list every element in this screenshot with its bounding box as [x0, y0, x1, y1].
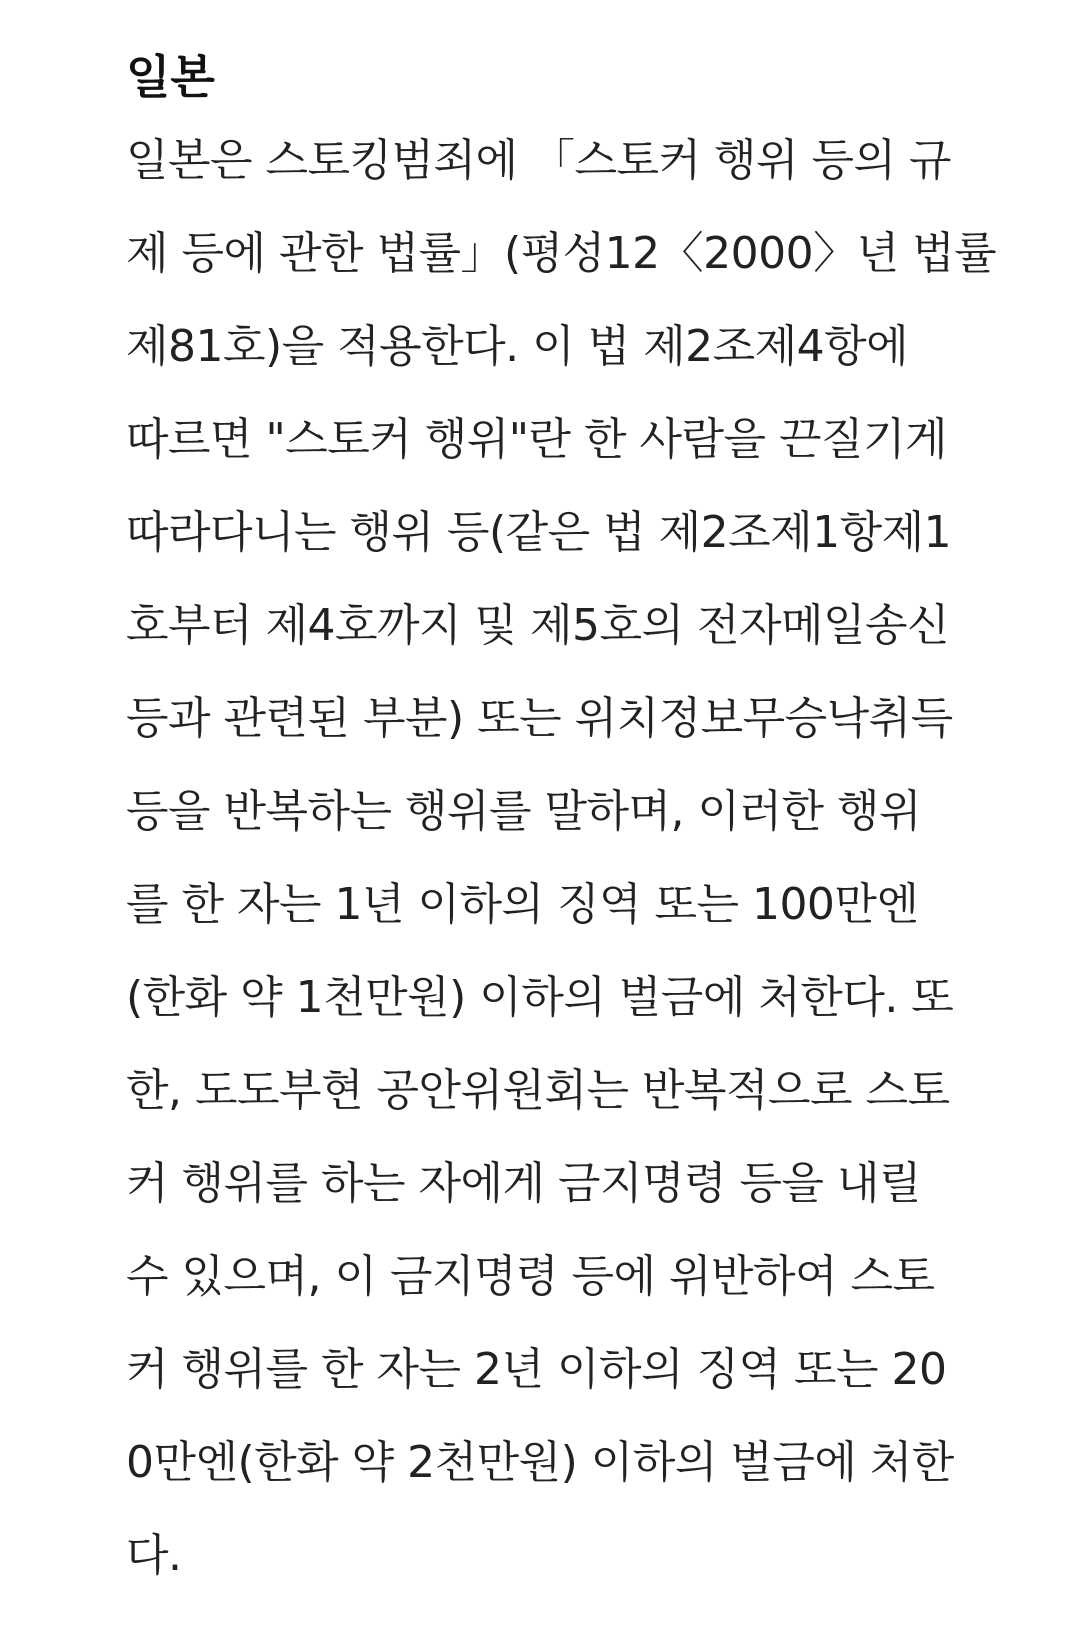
paragraph-line: (한화 약 1천만원) 이하의 벌금에 처한다. 또: [126, 972, 954, 1023]
article: [126, 36, 997, 1602]
paragraph-line: 호부터 제4호까지 및 제5호의 전자메일송신: [126, 600, 949, 651]
paragraph-line: 다.: [126, 1530, 182, 1581]
paragraph-line: 커 행위를 한 자는 2년 이하의 징역 또는 20: [126, 1344, 947, 1395]
paragraph-line: 제 등에 관한 법률」(평성12〈2000〉년 법률: [126, 228, 997, 279]
paragraph-line: 따라다니는 행위 등(같은 법 제2조제1항제1: [126, 507, 952, 558]
body-paragraph: [126, 114, 997, 1602]
paragraph-line: 제81호)을 적용한다. 이 법 제2조제4항에: [126, 321, 909, 372]
paragraph-line: 0만엔(한화 약 2천만원) 이하의 벌금에 처한: [126, 1437, 954, 1488]
section-heading: 일본: [126, 50, 215, 104]
paragraph-line: 커 행위를 하는 자에게 금지명령 등을 내릴: [126, 1158, 921, 1209]
paragraph-line: 수 있으며, 이 금지명령 등에 위반하여 스토: [126, 1251, 935, 1302]
paragraph-line: 한, 도도부현 공안위원회는 반복적으로 스토: [126, 1065, 950, 1116]
paragraph-line: 일본은 스토킹범죄에 「스토커 행위 등의 규: [126, 135, 951, 186]
paragraph-line: 등과 관련된 부분) 또는 위치정보무승낙취득: [126, 693, 953, 744]
paragraph-line: 따르면 "스토커 행위"란 한 사람을 끈질기게: [126, 414, 947, 465]
paragraph-line: 등을 반복하는 행위를 말하며, 이러한 행위: [126, 786, 921, 837]
paragraph-line: 를 한 자는 1년 이하의 징역 또는 100만엔: [126, 879, 919, 930]
